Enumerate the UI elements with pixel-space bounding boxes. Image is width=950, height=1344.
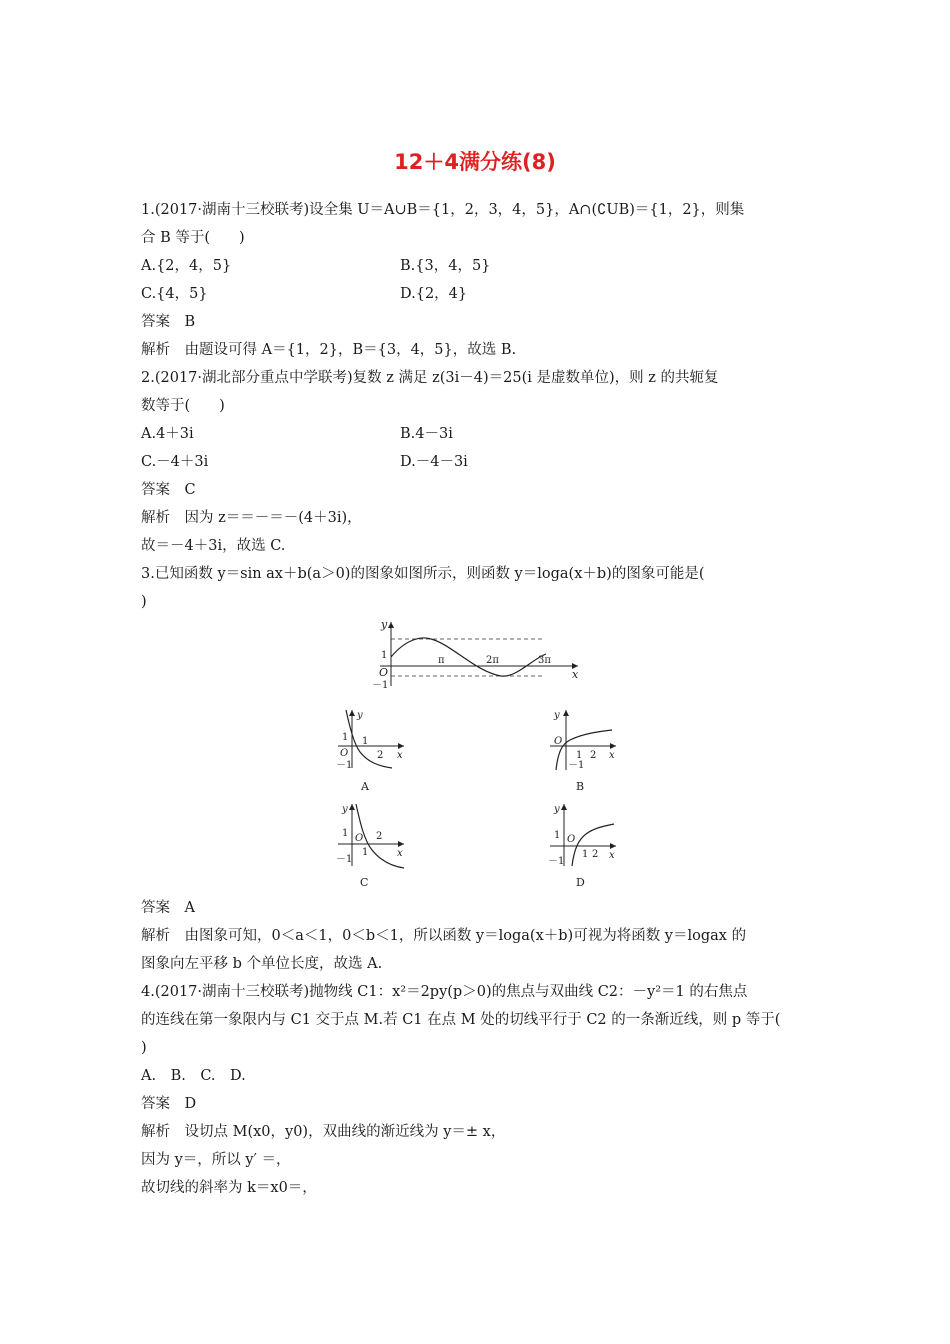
q1-stem-line2: 合 B 等于( ): [141, 230, 245, 246]
q1-option-c: C.{4，5}: [141, 286, 208, 302]
q4-analysis-line1: 解析 设切点 M(x0，y0)，双曲线的渐近线为 y＝± x，: [141, 1124, 506, 1140]
q1-answer: 答案 B: [141, 314, 196, 330]
q4-stem-line2: 的连线在第一象限内与 C1 交于点 M.若 C1 在点 M 处的切线平行于 C2 的一条渐近线，则 p 等于(: [141, 1012, 781, 1028]
q4-options: A. B. C. D.: [141, 1068, 246, 1084]
graph-c-origin: O: [355, 833, 364, 844]
graph-a-neg-one: －1: [336, 760, 353, 771]
graph-b-x-label: x: [609, 750, 615, 761]
q2-option-a: A.4＋3i: [141, 426, 194, 442]
graph-b-two: 2: [590, 750, 597, 761]
graph-b-caption: B: [576, 780, 585, 793]
graph-c-x-one: 1: [362, 847, 369, 858]
q1-option-b: B.{3，4，5}: [400, 258, 491, 274]
q4-answer: 答案 D: [141, 1096, 197, 1112]
q3-stem-line1: 3.已知函数 y＝sin ax＋b(a＞0)的图象如图所示，则函数 y＝loga(x＋b)的图象可能是(: [141, 566, 705, 582]
q2-analysis-line2: 故＝－4＋3i，故选 C.: [141, 538, 286, 554]
q3-fig-one: 1: [381, 650, 388, 661]
q1-option-d: D.{2，4}: [400, 286, 468, 302]
graph-a-one: 1: [342, 732, 349, 743]
graph-d-one: 1: [554, 830, 561, 841]
q3-fig-x-label: x: [572, 668, 579, 681]
q3-fig-2pi: 2π: [486, 655, 499, 666]
graph-d-y-label: y: [554, 804, 560, 815]
graph-c-neg-one: －1: [336, 854, 353, 865]
q1-option-a: A.{2，4，5}: [141, 258, 232, 274]
q4-analysis-line2: 因为 y＝，所以 y′ ＝，: [141, 1152, 291, 1168]
q3-analysis-line2: 图象向左平移 b 个单位长度，故选 A.: [141, 956, 383, 972]
graph-d-neg-one: －1: [548, 856, 565, 867]
q3-sine-figure: [366, 614, 586, 692]
q3-graph-c: [334, 800, 414, 892]
graph-b-y-label: y: [554, 710, 560, 721]
graph-b-neg-one: －1: [568, 760, 585, 771]
graph-b-one: 1: [576, 750, 583, 761]
graph-c-x-label: x: [397, 848, 403, 859]
graph-c-two: 2: [376, 831, 383, 842]
graph-a-caption: A: [361, 780, 369, 793]
q3-fig-y-label: y: [381, 618, 388, 631]
q3-graph-b: [546, 706, 626, 796]
q3-fig-neg-one: －1: [372, 680, 389, 691]
q4-analysis-line3: 故切线的斜率为 k＝x0＝，: [141, 1180, 317, 1196]
q3-stem-line2: ): [141, 594, 147, 610]
q4-stem-line3: ): [141, 1040, 147, 1056]
graph-c-y-label: y: [342, 804, 348, 815]
q3-fig-pi: π: [438, 655, 445, 666]
graph-a-y-label: y: [357, 710, 363, 721]
q3-analysis-line1: 解析 由图象可知，0＜a＜1，0＜b＜1，所以函数 y＝loga(x＋b)可视为将函数 y＝logax 的: [141, 928, 747, 944]
q2-answer: 答案 C: [141, 482, 196, 498]
q2-option-c: C.－4＋3i: [141, 454, 209, 470]
graph-d-x-one: 1: [582, 849, 589, 860]
graph-c-one: 1: [342, 828, 349, 839]
q3-fig-origin: O: [379, 666, 389, 679]
q1-stem-line1: 1.(2017·湖南十三校联考)设全集 U＝A∪B＝{1，2，3，4，5}，A∩(∁UB)＝{1，2}，则集: [141, 202, 745, 218]
q4-stem-line1: 4.(2017·湖南十三校联考)抛物线 C1：x²＝2py(p＞0)的焦点与双曲线 C2：－y²＝1 的右焦点: [141, 984, 748, 1000]
graph-a-two: 2: [377, 750, 384, 761]
graph-a-x-label: x: [397, 750, 403, 761]
graph-d-x-label: x: [609, 850, 615, 861]
q2-option-d: D.－4－3i: [400, 454, 468, 470]
q2-stem-line2: 数等于( ): [141, 398, 225, 414]
graph-c-caption: C: [360, 876, 369, 889]
graph-d-caption: D: [576, 876, 585, 889]
graph-a-origin: O: [340, 748, 349, 759]
q1-analysis: 解析 由题设可得 A＝{1，2}，B＝{3，4，5}，故选 B.: [141, 342, 517, 358]
graph-d-origin: O: [567, 834, 576, 845]
q2-stem-line1: 2.(2017·湖北部分重点中学联考)复数 z 满足 z(3i－4)＝25(i 是虚数单位)，则 z 的共轭复: [141, 370, 719, 386]
q3-answer: 答案 A: [141, 900, 195, 916]
graph-d-two: 2: [592, 849, 599, 860]
q3-fig-3pi: 3π: [538, 655, 551, 666]
q2-option-b: B.4－3i: [400, 426, 453, 442]
page-title: 12＋4满分练(8): [394, 150, 556, 174]
graph-a-x-one: 1: [362, 736, 369, 747]
q3-graph-d: [546, 800, 626, 892]
q2-analysis-line1: 解析 因为 z＝＝－＝－(4＋3i)，: [141, 510, 362, 526]
graph-b-origin: O: [554, 736, 563, 747]
q3-graph-a: [334, 706, 414, 796]
